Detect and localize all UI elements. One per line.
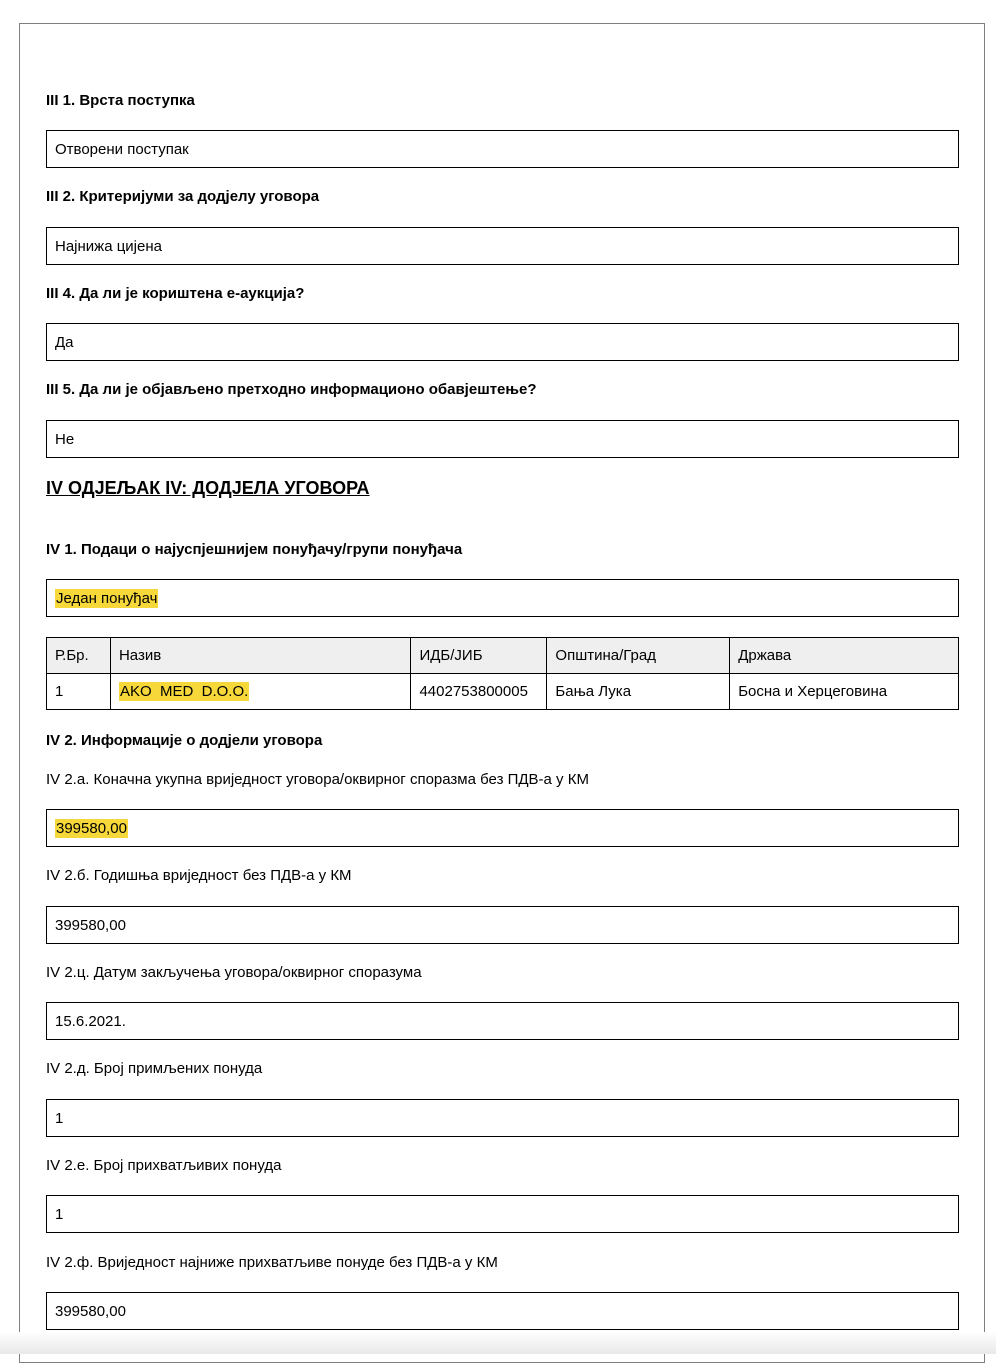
section-3-5-label: III 5. Да ли је објављено претходно информационо обавјештење? xyxy=(46,381,537,398)
lowest-bid-field xyxy=(46,1292,959,1330)
cell-name-wrap xyxy=(110,674,411,710)
section-4-heading: IV ОДЈЕЉАК IV: ДОДЈЕЛА УГОВОРА xyxy=(46,478,370,498)
section-4-2c-label: IV 2.ц. Датум закључења уговора/оквирног споразума xyxy=(46,964,422,981)
prior-notice-field xyxy=(46,420,959,458)
annual-value: 399580,00 xyxy=(55,916,126,934)
procedure-type-field xyxy=(46,130,959,168)
col-header-name: Назив xyxy=(110,638,411,674)
col-header-number: Р.Бр. xyxy=(47,638,111,674)
e-auction-field xyxy=(46,323,959,361)
section-4-1-label: IV 1. Подаци о најуспјешнијем понуђачу/групи понуђача xyxy=(46,541,463,558)
annual-value-field xyxy=(46,906,959,944)
received-bids-field xyxy=(46,1099,959,1137)
contract-date-value: 15.6.2021. xyxy=(55,1012,126,1030)
contract-date-field xyxy=(46,1002,959,1040)
bidder-type-field xyxy=(46,579,959,617)
cell-name: AKO MED D.O.O. xyxy=(119,683,249,700)
bidders-table xyxy=(46,637,959,710)
prior-notice-value: Не xyxy=(55,430,75,448)
section-4-2e-label: IV 2.е. Број прихватљивих понуда xyxy=(46,1157,282,1174)
section-4-2f-label: IV 2.ф. Вриједност најниже прихватљиве понуде без ПДВ-а у КМ xyxy=(46,1254,498,1271)
e-auction-value: Да xyxy=(55,333,74,351)
cell-number: 1 xyxy=(47,674,111,710)
col-header-city: Општина/Град xyxy=(547,638,730,674)
cell-city: Бања Лука xyxy=(547,674,730,710)
acceptable-bids-field xyxy=(46,1195,959,1233)
final-value: 399580,00 xyxy=(56,819,127,837)
col-header-id: ИДБ/ЈИБ xyxy=(411,638,547,674)
section-3-1-label: III 1. Врста поступка xyxy=(46,92,195,109)
cell-id: 4402753800005 xyxy=(411,674,547,710)
cell-country: Босна и Херцеговина xyxy=(730,674,959,710)
final-value-field xyxy=(46,809,959,847)
award-criteria-field xyxy=(46,227,959,265)
section-4-2d-label: IV 2.д. Број примљених понуда xyxy=(46,1060,263,1077)
col-header-country: Држава xyxy=(730,638,959,674)
page-bottom-shadow xyxy=(0,1332,996,1354)
section-4-2a-label: IV 2.а. Коначна укупна вриједност уговора/оквирног споразма без ПДВ-а у КМ xyxy=(46,771,589,788)
section-4-2b-label: IV 2.б. Годишња вриједност без ПДВ-а у КМ xyxy=(46,867,352,884)
section-3-2-label: III 2. Критеријуми за додјелу уговора xyxy=(46,188,320,205)
table-header-row xyxy=(47,638,959,674)
section-3-4-label: III 4. Да ли је кориштена е-аукција? xyxy=(46,285,305,302)
section-4-2-label: IV 2. Информације о додјели уговора xyxy=(46,732,323,749)
award-criteria-value: Најнижа цијена xyxy=(55,237,162,255)
lowest-bid-value: 399580,00 xyxy=(55,1302,126,1320)
table-row xyxy=(47,674,959,710)
bidder-type-value: Један понуђач xyxy=(56,589,158,607)
acceptable-bids-value: 1 xyxy=(55,1205,64,1223)
procedure-type-value: Отворени поступак xyxy=(55,140,189,158)
received-bids-value: 1 xyxy=(55,1109,64,1127)
